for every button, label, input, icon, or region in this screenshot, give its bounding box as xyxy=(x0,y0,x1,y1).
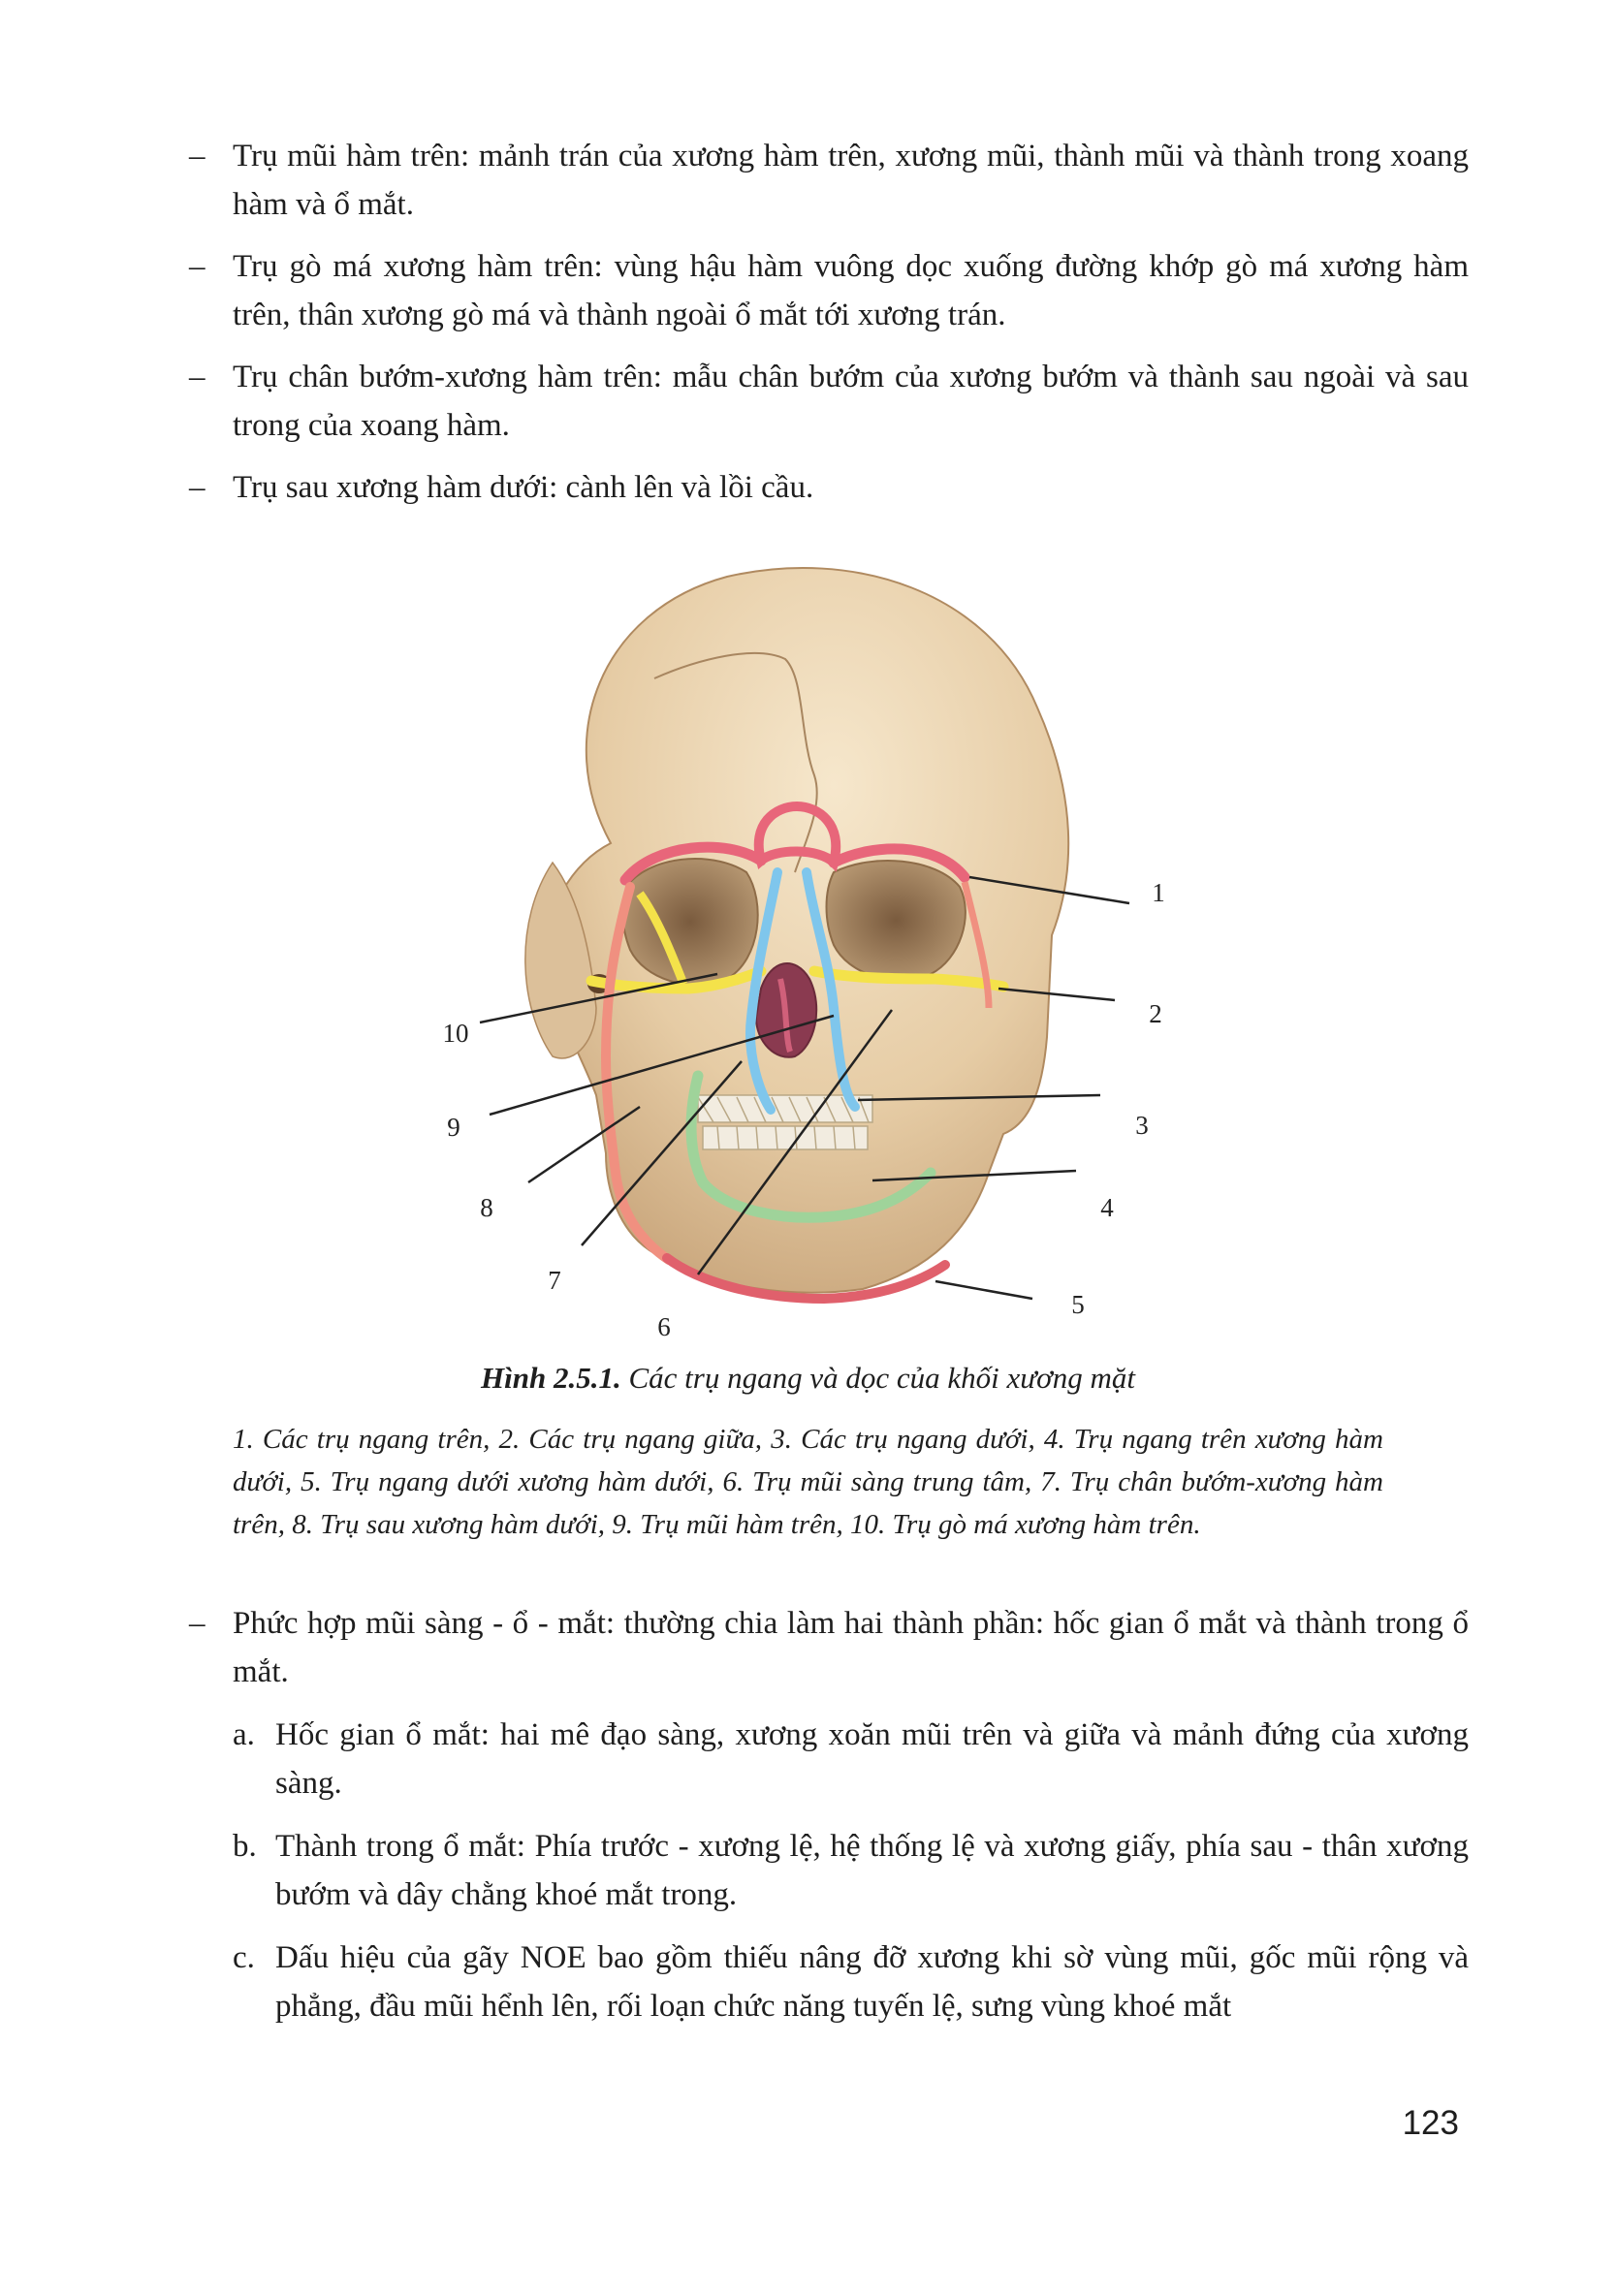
figure-caption xyxy=(233,1355,1383,1401)
sub-item-text: Dấu hiệu của gãy NOE bao gồm thiếu nâng đỡ xương khi sờ vùng mũi, gốc mũi rộng và phẳng, đầu mũi hểnh lên, rối loạn chức năng tuyến lệ, sưng vùng khoé mắt xyxy=(275,1940,1469,2024)
leader-line-5 xyxy=(935,1281,1032,1299)
sub-item-text: Hốc gian ổ mắt: hai mê đạo sàng, xương xoăn mũi trên và giữa và mảnh đứng của xương sàng. xyxy=(275,1717,1469,1801)
figure-title: Các trụ ngang và dọc của khối xương mặt xyxy=(628,1361,1135,1395)
bullet-text: Trụ sau xương hàm dưới: cành lên và lồi cầu. xyxy=(233,470,814,505)
callout-4: 4 xyxy=(1100,1193,1114,1222)
bullet-text: Trụ mũi hàm trên: mảnh trán của xương hàm trên, xương mũi, thành mũi và thành trong xoang hàm và ổ mắt. xyxy=(233,139,1469,222)
page-number: 123 xyxy=(1402,2104,1459,2142)
orbit-right xyxy=(623,859,758,985)
callout-1: 1 xyxy=(1152,878,1165,907)
bullet-dash: – xyxy=(189,1606,206,1641)
bullet-text: Trụ gò má xương hàm trên: vùng hậu hàm vuông dọc xuống đường khớp gò má xương hàm trên, thân xương gò má và thành ngoài ổ mắt tới xương trán. xyxy=(233,249,1469,332)
callout-8: 8 xyxy=(480,1193,493,1222)
sub-item-b xyxy=(233,1822,1469,1919)
bullet-noe-complex xyxy=(189,1599,1469,1696)
orbit-left xyxy=(827,861,966,980)
figure-legend: 1. Các trụ ngang trên, 2. Các trụ ngang giữa, 3. Các trụ ngang dưới, 4. Trụ ngang trên xương hàm dưới, 5. Trụ ngang dưới xương hàm dưới, 6. Trụ mũi sàng trung tâm, 7. Trụ chân bướm-xương hàm trên, 8. Trụ sau xương hàm dưới, 9. Trụ mũi hàm trên, 10. Trụ gò má xương hàm trên. xyxy=(233,1424,1383,1540)
bullet-text: Trụ chân bướm-xương hàm trên: mẫu chân bướm của xương bướm và thành sau ngoài và sau trong của xoang hàm. xyxy=(233,360,1469,443)
callout-3: 3 xyxy=(1135,1111,1149,1140)
callout-5: 5 xyxy=(1071,1290,1085,1319)
bullet-posterior-mandible-pillar xyxy=(189,463,1469,512)
bullet-dash: – xyxy=(189,360,206,394)
sub-item-marker: a. xyxy=(233,1717,255,1752)
sub-item-marker: b. xyxy=(233,1829,257,1864)
bullet-dash: – xyxy=(189,470,206,505)
callout-9: 9 xyxy=(447,1113,460,1142)
sub-item-marker: c. xyxy=(233,1940,255,1975)
sub-item-a xyxy=(233,1711,1469,1808)
callout-6: 6 xyxy=(657,1312,671,1341)
callout-2: 2 xyxy=(1149,999,1162,1028)
bullet-dash: – xyxy=(189,139,206,173)
bullet-maxillary-nasal-pillar xyxy=(189,132,1469,229)
skull-buttress-figure xyxy=(407,552,1202,1347)
bullet-zygomatic-pillar xyxy=(189,242,1469,339)
bullet-dash: – xyxy=(189,249,206,284)
callout-10: 10 xyxy=(442,1019,469,1048)
sub-item-c xyxy=(233,1934,1469,2030)
sub-item-text: Thành trong ổ mắt: Phía trước - xương lệ, hệ thống lệ và xương giấy, phía sau - thân xương bướm và dây chằng khoé mắt trong. xyxy=(275,1829,1469,1912)
bullet-pterygomaxillary-pillar xyxy=(189,353,1469,450)
bullet-text: Phức hợp mũi sàng - ổ - mắt: thường chia làm hai thành phần: hốc gian ổ mắt và thành trong ổ mắt. xyxy=(233,1606,1469,1689)
figure-label: Hình 2.5.1. xyxy=(481,1361,621,1395)
callout-7: 7 xyxy=(548,1266,561,1295)
